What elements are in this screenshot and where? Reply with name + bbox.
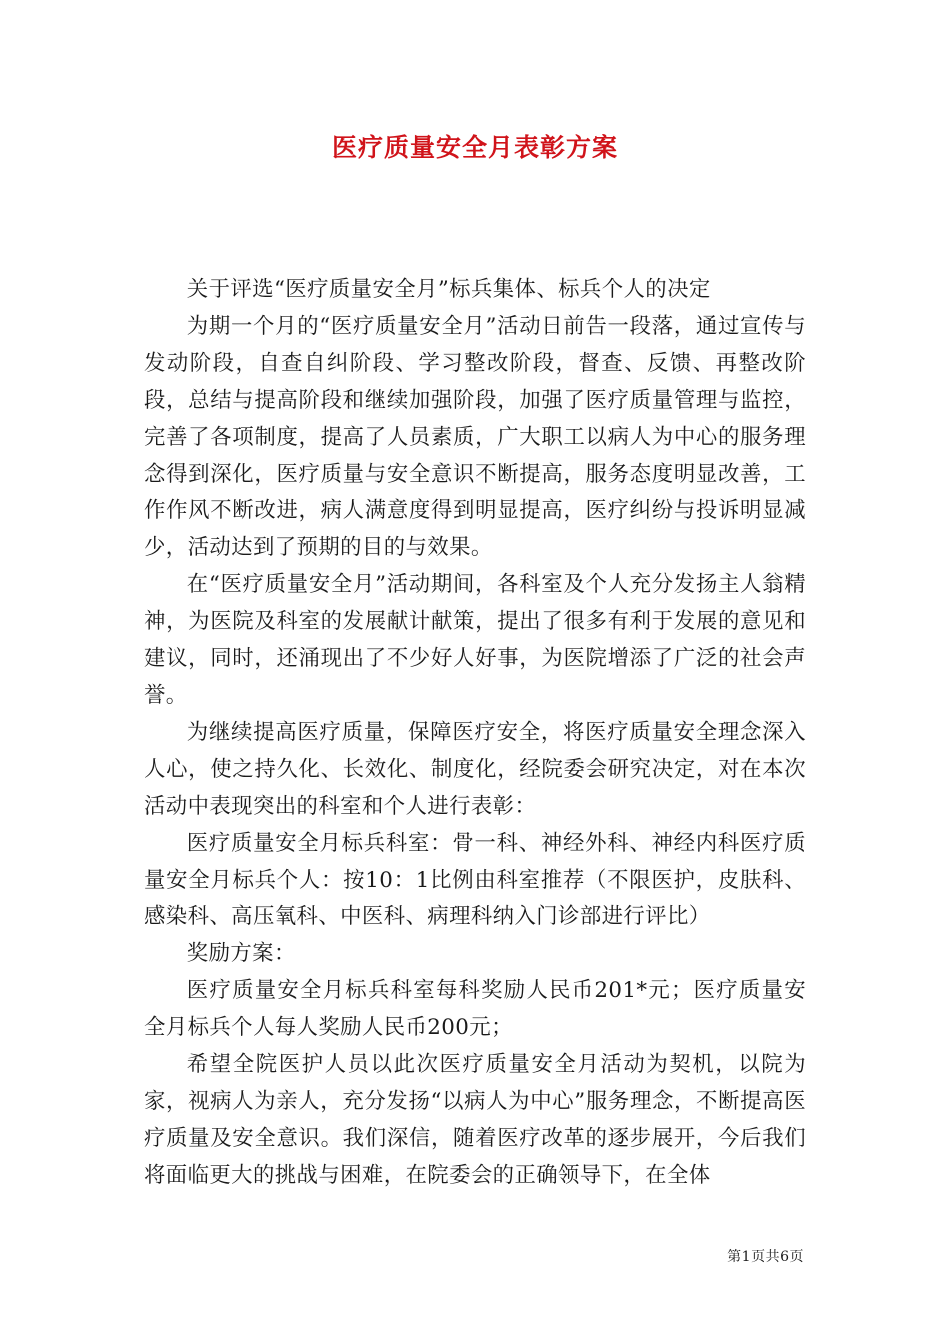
paragraph-reward-heading: 奖励方案：	[186, 941, 296, 967]
document-body	[144, 272, 806, 1195]
paragraph-closing: 希望全院医护人员以此次医疗质量安全月活动为契机，以院为家，视病人为亲人，充分发扬“以病人为中心”服务理念，不断提高医疗质量及安全意识。我们深信，随着医疗改革的逐步展开，今后我们将面临更大的挑战与困难，在院委会的正确领导下，在全体	[144, 1052, 806, 1188]
paragraph-decision: 为继续提高医疗质量，保障医疗安全，将医疗质量安全理念深入人心，使之持久化、长效化、制度化，经院委会研究决定，对在本次活动中表现突出的科室和个人进行表彰：	[144, 719, 806, 819]
document-title: 医疗质量安全月表彰方案	[331, 133, 618, 162]
page-number: 第1页共6页	[727, 1249, 804, 1265]
paragraph-summary: 为期一个月的“医疗质量安全月”活动日前告一段落，通过宣传与发动阶段，自查自纠阶段、学习整改阶段，督查、反馈、再整改阶段，总结与提高阶段和继续加强阶段，加强了医疗质量管理与监控，完善了各项制度，提高了人员素质，广大职工以病人为中心的服务理念得到深化，医疗质量与安全意识不断提高，服务态度明显改善，工作作风不断改进，病人满意度得到明显提高，医疗纠纷与投诉明显减少，活动达到了预期的目的与效果。	[144, 313, 806, 561]
paragraph-reward-details: 医疗质量安全月标兵科室每科奖励人民币201*元；医疗质量安全月标兵个人每人奖励人民币200元；	[144, 978, 806, 1041]
paragraph-heading: 关于评选“医疗质量安全月”标兵集体、标兵个人的决定	[186, 277, 711, 302]
paragraph-awardees: 医疗质量安全月标兵科室：骨一科、神经外科、神经内科医疗质量安全月标兵个人：按10：1比例由科室推荐（不限医护，皮肤科、感染科、高压氧科、中医科、病理科纳入门诊部进行评比）	[144, 830, 806, 930]
paragraph-activity: 在“医疗质量安全月”活动期间，各科室及个人充分发扬主人翁精神，为医院及科室的发展献计献策，提出了很多有利于发展的意见和建议，同时，还涌现出了不少好人好事，为医院增添了广泛的社会声誉。	[144, 572, 806, 708]
